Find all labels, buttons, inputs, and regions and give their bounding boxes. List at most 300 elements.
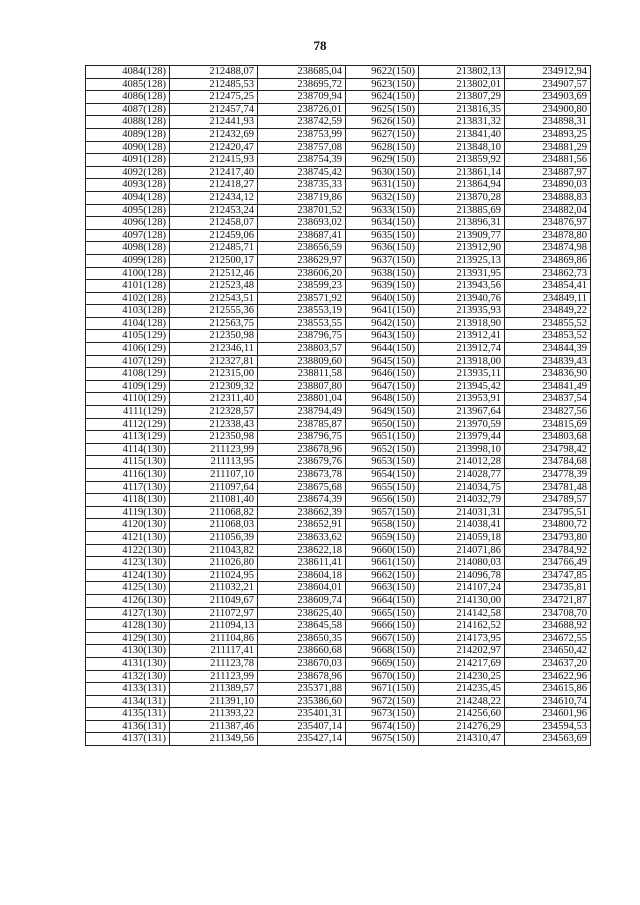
table-cell-y-coordinate-left: 238609,74 [258, 594, 346, 607]
table-cell-point-id-left: 4129(130) [86, 632, 170, 645]
coordinates-table-body [86, 66, 591, 746]
table-cell-y-coordinate-left: 238650,35 [258, 632, 346, 645]
table-cell-x-coordinate-left: 212311,40 [170, 393, 258, 406]
table-cell-y-coordinate-right: 234874,98 [505, 242, 591, 255]
table-row [86, 179, 591, 192]
table-cell-x-coordinate-right: 214130,00 [419, 594, 505, 607]
table-cell-x-coordinate-left: 212417,40 [170, 166, 258, 179]
table-cell-point-id-right: 9666(150) [346, 620, 419, 633]
table-cell-point-id-left: 4098(128) [86, 242, 170, 255]
table-cell-x-coordinate-right: 214142,58 [419, 607, 505, 620]
table-cell-y-coordinate-left: 238673,78 [258, 469, 346, 482]
table-cell-point-id-left: 4086(128) [86, 91, 170, 104]
table-cell-x-coordinate-right: 213918,00 [419, 355, 505, 368]
table-cell-y-coordinate-left: 238811,58 [258, 368, 346, 381]
table-cell-x-coordinate-right: 214202,97 [419, 645, 505, 658]
table-row [86, 632, 591, 645]
table-row [86, 481, 591, 494]
table-cell-x-coordinate-left: 212555,36 [170, 305, 258, 318]
table-cell-point-id-right: 9632(150) [346, 191, 419, 204]
table-cell-y-coordinate-right: 234878,80 [505, 229, 591, 242]
table-row [86, 368, 591, 381]
table-cell-x-coordinate-right: 213998,10 [419, 443, 505, 456]
table-cell-x-coordinate-left: 211024,95 [170, 569, 258, 582]
table-cell-y-coordinate-left: 238794,49 [258, 406, 346, 419]
table-cell-y-coordinate-left: 235427,14 [258, 733, 346, 746]
table-cell-point-id-left: 4100(128) [86, 267, 170, 280]
table-cell-x-coordinate-left: 212434,12 [170, 191, 258, 204]
table-cell-x-coordinate-right: 213831,32 [419, 116, 505, 129]
table-cell-point-id-left: 4105(129) [86, 330, 170, 343]
table-cell-point-id-left: 4136(131) [86, 720, 170, 733]
table-row [86, 708, 591, 721]
table-cell-point-id-left: 4102(128) [86, 292, 170, 305]
table-row [86, 720, 591, 733]
table-cell-point-id-left: 4126(130) [86, 594, 170, 607]
table-cell-point-id-right: 9638(150) [346, 267, 419, 280]
table-cell-point-id-left: 4104(128) [86, 317, 170, 330]
table-row [86, 267, 591, 280]
table-cell-x-coordinate-right: 213912,90 [419, 242, 505, 255]
table-cell-point-id-left: 4133(131) [86, 683, 170, 696]
table-cell-y-coordinate-right: 234815,69 [505, 418, 591, 431]
table-cell-x-coordinate-left: 211393,22 [170, 708, 258, 721]
table-cell-x-coordinate-left: 211117,41 [170, 645, 258, 658]
table-cell-x-coordinate-right: 213802,01 [419, 78, 505, 91]
table-cell-y-coordinate-right: 234841,49 [505, 380, 591, 393]
table-cell-x-coordinate-left: 212309,32 [170, 380, 258, 393]
table-cell-point-id-right: 9649(150) [346, 406, 419, 419]
table-cell-x-coordinate-right: 214107,24 [419, 582, 505, 595]
table-cell-point-id-left: 4118(130) [86, 494, 170, 507]
table-row [86, 519, 591, 532]
table-cell-y-coordinate-right: 234563,69 [505, 733, 591, 746]
table-cell-y-coordinate-left: 238656,59 [258, 242, 346, 255]
table-cell-y-coordinate-left: 238726,01 [258, 103, 346, 116]
table-cell-x-coordinate-right: 213935,93 [419, 305, 505, 318]
table-cell-x-coordinate-left: 212432,69 [170, 128, 258, 141]
table-cell-point-id-left: 4085(128) [86, 78, 170, 91]
table-cell-y-coordinate-right: 234890,03 [505, 179, 591, 192]
table-cell-y-coordinate-right: 234893,25 [505, 128, 591, 141]
table-cell-point-id-right: 9628(150) [346, 141, 419, 154]
table-cell-point-id-right: 9675(150) [346, 733, 419, 746]
table-cell-y-coordinate-left: 238807,80 [258, 380, 346, 393]
table-cell-point-id-left: 4134(131) [86, 695, 170, 708]
table-cell-y-coordinate-right: 234795,51 [505, 506, 591, 519]
table-cell-point-id-left: 4111(129) [86, 406, 170, 419]
table-cell-y-coordinate-right: 234622,96 [505, 670, 591, 683]
table-cell-x-coordinate-left: 211123,99 [170, 670, 258, 683]
table-cell-point-id-right: 9623(150) [346, 78, 419, 91]
table-cell-point-id-right: 9655(150) [346, 481, 419, 494]
table-cell-x-coordinate-right: 214096,78 [419, 569, 505, 582]
table-cell-y-coordinate-left: 238735,33 [258, 179, 346, 192]
table-row [86, 418, 591, 431]
table-cell-y-coordinate-right: 234672,55 [505, 632, 591, 645]
table-row [86, 229, 591, 242]
table-cell-y-coordinate-right: 234907,57 [505, 78, 591, 91]
table-row [86, 443, 591, 456]
table-row [86, 469, 591, 482]
table-cell-point-id-right: 9627(150) [346, 128, 419, 141]
table-cell-x-coordinate-left: 211104,86 [170, 632, 258, 645]
table-cell-y-coordinate-left: 238678,96 [258, 443, 346, 456]
table-row [86, 557, 591, 570]
table-cell-y-coordinate-right: 234721,87 [505, 594, 591, 607]
table-cell-point-id-left: 4095(128) [86, 204, 170, 217]
table-row [86, 695, 591, 708]
table-cell-y-coordinate-right: 234882,04 [505, 204, 591, 217]
table-cell-x-coordinate-right: 213935,11 [419, 368, 505, 381]
table-cell-point-id-left: 4128(130) [86, 620, 170, 633]
table-cell-x-coordinate-right: 213896,31 [419, 217, 505, 230]
table-cell-y-coordinate-left: 235371,88 [258, 683, 346, 696]
table-row [86, 317, 591, 330]
table-cell-y-coordinate-right: 234778,39 [505, 469, 591, 482]
table-cell-point-id-right: 9639(150) [346, 280, 419, 293]
table-cell-y-coordinate-left: 238693,02 [258, 217, 346, 230]
table-cell-point-id-left: 4092(128) [86, 166, 170, 179]
table-cell-point-id-left: 4091(128) [86, 154, 170, 167]
table-cell-x-coordinate-right: 213912,41 [419, 330, 505, 343]
table-cell-x-coordinate-left: 212563,75 [170, 317, 258, 330]
table-cell-x-coordinate-right: 214256,60 [419, 708, 505, 721]
table-cell-y-coordinate-right: 234766,49 [505, 557, 591, 570]
table-cell-y-coordinate-left: 238622,18 [258, 544, 346, 557]
table-cell-y-coordinate-right: 234881,56 [505, 154, 591, 167]
table-cell-point-id-right: 9654(150) [346, 469, 419, 482]
table-cell-point-id-left: 4115(130) [86, 456, 170, 469]
table-cell-point-id-right: 9651(150) [346, 431, 419, 444]
table-cell-point-id-right: 9626(150) [346, 116, 419, 129]
table-cell-x-coordinate-right: 213841,40 [419, 128, 505, 141]
table-cell-point-id-right: 9659(150) [346, 531, 419, 544]
table-cell-point-id-right: 9661(150) [346, 557, 419, 570]
table-cell-point-id-right: 9656(150) [346, 494, 419, 507]
table-cell-point-id-right: 9630(150) [346, 166, 419, 179]
table-cell-y-coordinate-right: 234900,80 [505, 103, 591, 116]
table-cell-x-coordinate-left: 212512,46 [170, 267, 258, 280]
table-cell-x-coordinate-right: 214031,31 [419, 506, 505, 519]
table-row [86, 343, 591, 356]
table-cell-x-coordinate-right: 213912,74 [419, 343, 505, 356]
table-row [86, 128, 591, 141]
table-cell-y-coordinate-right: 234849,11 [505, 292, 591, 305]
table-cell-y-coordinate-right: 234869,86 [505, 254, 591, 267]
table-cell-y-coordinate-left: 238611,41 [258, 557, 346, 570]
table-cell-y-coordinate-right: 234789,57 [505, 494, 591, 507]
table-cell-y-coordinate-left: 238719,86 [258, 191, 346, 204]
table-cell-y-coordinate-right: 234735,81 [505, 582, 591, 595]
table-cell-y-coordinate-left: 238742,59 [258, 116, 346, 129]
table-cell-y-coordinate-right: 234881,29 [505, 141, 591, 154]
table-cell-x-coordinate-right: 214162,52 [419, 620, 505, 633]
table-row [86, 456, 591, 469]
table-cell-point-id-right: 9662(150) [346, 569, 419, 582]
table-cell-y-coordinate-right: 234601,96 [505, 708, 591, 721]
table-row [86, 607, 591, 620]
table-cell-y-coordinate-right: 234855,52 [505, 317, 591, 330]
table-cell-x-coordinate-right: 213943,56 [419, 280, 505, 293]
table-cell-x-coordinate-left: 211387,46 [170, 720, 258, 733]
table-cell-y-coordinate-left: 238625,40 [258, 607, 346, 620]
table-cell-point-id-right: 9665(150) [346, 607, 419, 620]
table-cell-x-coordinate-left: 211349,56 [170, 733, 258, 746]
table-cell-x-coordinate-left: 212453,24 [170, 204, 258, 217]
table-cell-x-coordinate-right: 213864,94 [419, 179, 505, 192]
table-cell-y-coordinate-left: 235407,14 [258, 720, 346, 733]
table-cell-point-id-left: 4121(130) [86, 531, 170, 544]
table-row [86, 116, 591, 129]
table-row [86, 330, 591, 343]
table-cell-x-coordinate-right: 214235,45 [419, 683, 505, 696]
table-cell-y-coordinate-left: 238553,19 [258, 305, 346, 318]
table-row [86, 191, 591, 204]
table-cell-x-coordinate-left: 212485,53 [170, 78, 258, 91]
table-cell-point-id-left: 4106(129) [86, 343, 170, 356]
table-row [86, 280, 591, 293]
table-cell-point-id-right: 9664(150) [346, 594, 419, 607]
table-cell-point-id-left: 4089(128) [86, 128, 170, 141]
table-cell-point-id-left: 4125(130) [86, 582, 170, 595]
table-cell-y-coordinate-left: 238785,87 [258, 418, 346, 431]
table-cell-point-id-right: 9629(150) [346, 154, 419, 167]
table-cell-point-id-left: 4120(130) [86, 519, 170, 532]
table-cell-y-coordinate-left: 235386,60 [258, 695, 346, 708]
table-cell-x-coordinate-left: 211072,97 [170, 607, 258, 620]
table-cell-y-coordinate-left: 238675,68 [258, 481, 346, 494]
table-cell-x-coordinate-right: 214080,03 [419, 557, 505, 570]
table-cell-point-id-right: 9641(150) [346, 305, 419, 318]
table-cell-point-id-left: 4135(131) [86, 708, 170, 721]
table-cell-point-id-right: 9657(150) [346, 506, 419, 519]
table-cell-y-coordinate-left: 238670,03 [258, 657, 346, 670]
table-row [86, 66, 591, 79]
table-cell-y-coordinate-right: 234912,94 [505, 66, 591, 79]
table-cell-x-coordinate-left: 212350,98 [170, 431, 258, 444]
table-row [86, 292, 591, 305]
table-row [86, 506, 591, 519]
table-cell-point-id-right: 9643(150) [346, 330, 419, 343]
table-cell-y-coordinate-right: 234837,54 [505, 393, 591, 406]
table-cell-y-coordinate-left: 238754,39 [258, 154, 346, 167]
table-cell-y-coordinate-left: 238753,99 [258, 128, 346, 141]
table-cell-y-coordinate-left: 238809,60 [258, 355, 346, 368]
table-cell-x-coordinate-right: 213807,29 [419, 91, 505, 104]
table-cell-point-id-right: 9650(150) [346, 418, 419, 431]
table-cell-x-coordinate-left: 212523,48 [170, 280, 258, 293]
table-cell-point-id-right: 9645(150) [346, 355, 419, 368]
table-cell-x-coordinate-left: 212315,00 [170, 368, 258, 381]
table-cell-y-coordinate-right: 234898,31 [505, 116, 591, 129]
table-row [86, 569, 591, 582]
table-cell-x-coordinate-left: 212415,93 [170, 154, 258, 167]
table-row [86, 141, 591, 154]
table-cell-x-coordinate-right: 213802,13 [419, 66, 505, 79]
table-cell-point-id-left: 4113(129) [86, 431, 170, 444]
table-cell-point-id-right: 9667(150) [346, 632, 419, 645]
table-cell-x-coordinate-left: 212543,51 [170, 292, 258, 305]
table-row [86, 670, 591, 683]
table-row [86, 166, 591, 179]
table-cell-point-id-left: 4123(130) [86, 557, 170, 570]
table-cell-x-coordinate-right: 214310,47 [419, 733, 505, 746]
table-cell-x-coordinate-right: 214028,77 [419, 469, 505, 482]
table-cell-y-coordinate-left: 238662,39 [258, 506, 346, 519]
table-cell-point-id-right: 9644(150) [346, 343, 419, 356]
table-cell-x-coordinate-right: 213979,44 [419, 431, 505, 444]
table-cell-x-coordinate-left: 212420,47 [170, 141, 258, 154]
table-cell-point-id-right: 9652(150) [346, 443, 419, 456]
table-cell-y-coordinate-right: 234827,56 [505, 406, 591, 419]
table-cell-point-id-left: 4116(130) [86, 469, 170, 482]
table-cell-x-coordinate-left: 211049,67 [170, 594, 258, 607]
table-row [86, 645, 591, 658]
table-cell-x-coordinate-left: 212459,06 [170, 229, 258, 242]
table-row [86, 620, 591, 633]
page-number: 78 [313, 38, 327, 53]
table-cell-point-id-right: 9640(150) [346, 292, 419, 305]
table-cell-point-id-left: 4114(130) [86, 443, 170, 456]
table-cell-x-coordinate-right: 213848,10 [419, 141, 505, 154]
table-cell-x-coordinate-right: 213885,69 [419, 204, 505, 217]
table-row [86, 531, 591, 544]
table-cell-y-coordinate-left: 238745,42 [258, 166, 346, 179]
table-row [86, 242, 591, 255]
table-cell-x-coordinate-right: 213918,90 [419, 317, 505, 330]
table-cell-x-coordinate-left: 211391,10 [170, 695, 258, 708]
table-cell-x-coordinate-left: 211123,99 [170, 443, 258, 456]
table-cell-x-coordinate-left: 211389,57 [170, 683, 258, 696]
table-cell-y-coordinate-left: 238803,57 [258, 343, 346, 356]
table-cell-point-id-left: 4110(129) [86, 393, 170, 406]
table-row [86, 431, 591, 444]
table-cell-y-coordinate-left: 238571,92 [258, 292, 346, 305]
table-cell-point-id-right: 9672(150) [346, 695, 419, 708]
table-cell-y-coordinate-left: 238796,75 [258, 431, 346, 444]
table-cell-y-coordinate-left: 238687,41 [258, 229, 346, 242]
table-cell-y-coordinate-left: 238685,04 [258, 66, 346, 79]
table-row [86, 103, 591, 116]
table-cell-y-coordinate-left: 238599,23 [258, 280, 346, 293]
table-cell-x-coordinate-right: 213925,13 [419, 254, 505, 267]
table-cell-x-coordinate-left: 211043,82 [170, 544, 258, 557]
table-cell-y-coordinate-left: 238701,52 [258, 204, 346, 217]
table-cell-y-coordinate-right: 234784,68 [505, 456, 591, 469]
table-cell-point-id-left: 4108(129) [86, 368, 170, 381]
table-row [86, 582, 591, 595]
table-cell-x-coordinate-left: 211026,80 [170, 557, 258, 570]
table-cell-point-id-right: 9631(150) [346, 179, 419, 192]
table-cell-point-id-left: 4137(131) [86, 733, 170, 746]
table-row [86, 494, 591, 507]
table-cell-x-coordinate-right: 213967,64 [419, 406, 505, 419]
table-cell-point-id-right: 9653(150) [346, 456, 419, 469]
table-cell-x-coordinate-right: 213816,35 [419, 103, 505, 116]
table-row [86, 78, 591, 91]
table-cell-x-coordinate-left: 211107,10 [170, 469, 258, 482]
table-cell-y-coordinate-left: 238604,18 [258, 569, 346, 582]
table-cell-x-coordinate-right: 214032,79 [419, 494, 505, 507]
table-cell-x-coordinate-right: 213940,76 [419, 292, 505, 305]
table-cell-x-coordinate-right: 214230,25 [419, 670, 505, 683]
table-cell-y-coordinate-right: 234781,48 [505, 481, 591, 494]
table-cell-y-coordinate-right: 234610,74 [505, 695, 591, 708]
table-row [86, 594, 591, 607]
table-cell-x-coordinate-left: 212475,25 [170, 91, 258, 104]
table-cell-y-coordinate-right: 234887,97 [505, 166, 591, 179]
table-cell-point-id-left: 4096(128) [86, 217, 170, 230]
table-cell-y-coordinate-left: 238674,39 [258, 494, 346, 507]
table-cell-point-id-right: 9624(150) [346, 91, 419, 104]
table-cell-x-coordinate-left: 211056,39 [170, 531, 258, 544]
table-cell-y-coordinate-left: 238606,20 [258, 267, 346, 280]
table-cell-y-coordinate-right: 234798,42 [505, 443, 591, 456]
table-cell-y-coordinate-right: 234803,68 [505, 431, 591, 444]
table-cell-x-coordinate-right: 213970,59 [419, 418, 505, 431]
table-row [86, 91, 591, 104]
table-row [86, 733, 591, 746]
table-cell-x-coordinate-left: 212488,07 [170, 66, 258, 79]
table-cell-x-coordinate-left: 212485,71 [170, 242, 258, 255]
table-cell-point-id-left: 4132(130) [86, 670, 170, 683]
table-cell-x-coordinate-left: 211032,21 [170, 582, 258, 595]
table-cell-y-coordinate-left: 235401,31 [258, 708, 346, 721]
table-cell-point-id-left: 4094(128) [86, 191, 170, 204]
table-cell-point-id-left: 4112(129) [86, 418, 170, 431]
table-cell-point-id-left: 4107(129) [86, 355, 170, 368]
table-cell-x-coordinate-left: 211113,95 [170, 456, 258, 469]
table-cell-x-coordinate-left: 212338,43 [170, 418, 258, 431]
table-cell-x-coordinate-right: 213931,95 [419, 267, 505, 280]
table-cell-point-id-right: 9646(150) [346, 368, 419, 381]
table-cell-point-id-right: 9670(150) [346, 670, 419, 683]
table-cell-x-coordinate-left: 212346,11 [170, 343, 258, 356]
table-cell-y-coordinate-right: 234839,43 [505, 355, 591, 368]
table-cell-y-coordinate-left: 238679,76 [258, 456, 346, 469]
table-cell-x-coordinate-left: 212328,57 [170, 406, 258, 419]
table-cell-point-id-right: 9642(150) [346, 317, 419, 330]
table-cell-x-coordinate-left: 211081,40 [170, 494, 258, 507]
table-cell-y-coordinate-left: 238633,62 [258, 531, 346, 544]
table-row [86, 657, 591, 670]
table-cell-x-coordinate-right: 213859,92 [419, 154, 505, 167]
table-cell-y-coordinate-right: 234784,92 [505, 544, 591, 557]
table-cell-y-coordinate-left: 238652,91 [258, 519, 346, 532]
table-cell-point-id-left: 4109(129) [86, 380, 170, 393]
table-row [86, 406, 591, 419]
table-cell-point-id-right: 9648(150) [346, 393, 419, 406]
table-cell-y-coordinate-right: 234853,52 [505, 330, 591, 343]
table-cell-x-coordinate-right: 214071,86 [419, 544, 505, 557]
table-row [86, 217, 591, 230]
table-cell-y-coordinate-right: 234688,92 [505, 620, 591, 633]
table-cell-point-id-right: 9637(150) [346, 254, 419, 267]
table-cell-y-coordinate-right: 234615,86 [505, 683, 591, 696]
coordinates-table [85, 65, 591, 746]
table-cell-y-coordinate-right: 234903,69 [505, 91, 591, 104]
table-cell-point-id-right: 9622(150) [346, 66, 419, 79]
table-cell-x-coordinate-left: 212418,27 [170, 179, 258, 192]
table-cell-y-coordinate-left: 238709,94 [258, 91, 346, 104]
table-cell-x-coordinate-right: 214276,29 [419, 720, 505, 733]
table-cell-point-id-left: 4117(130) [86, 481, 170, 494]
table-cell-point-id-right: 9635(150) [346, 229, 419, 242]
table-cell-x-coordinate-left: 212500,17 [170, 254, 258, 267]
table-cell-x-coordinate-left: 212458,07 [170, 217, 258, 230]
table-cell-y-coordinate-right: 234844,39 [505, 343, 591, 356]
